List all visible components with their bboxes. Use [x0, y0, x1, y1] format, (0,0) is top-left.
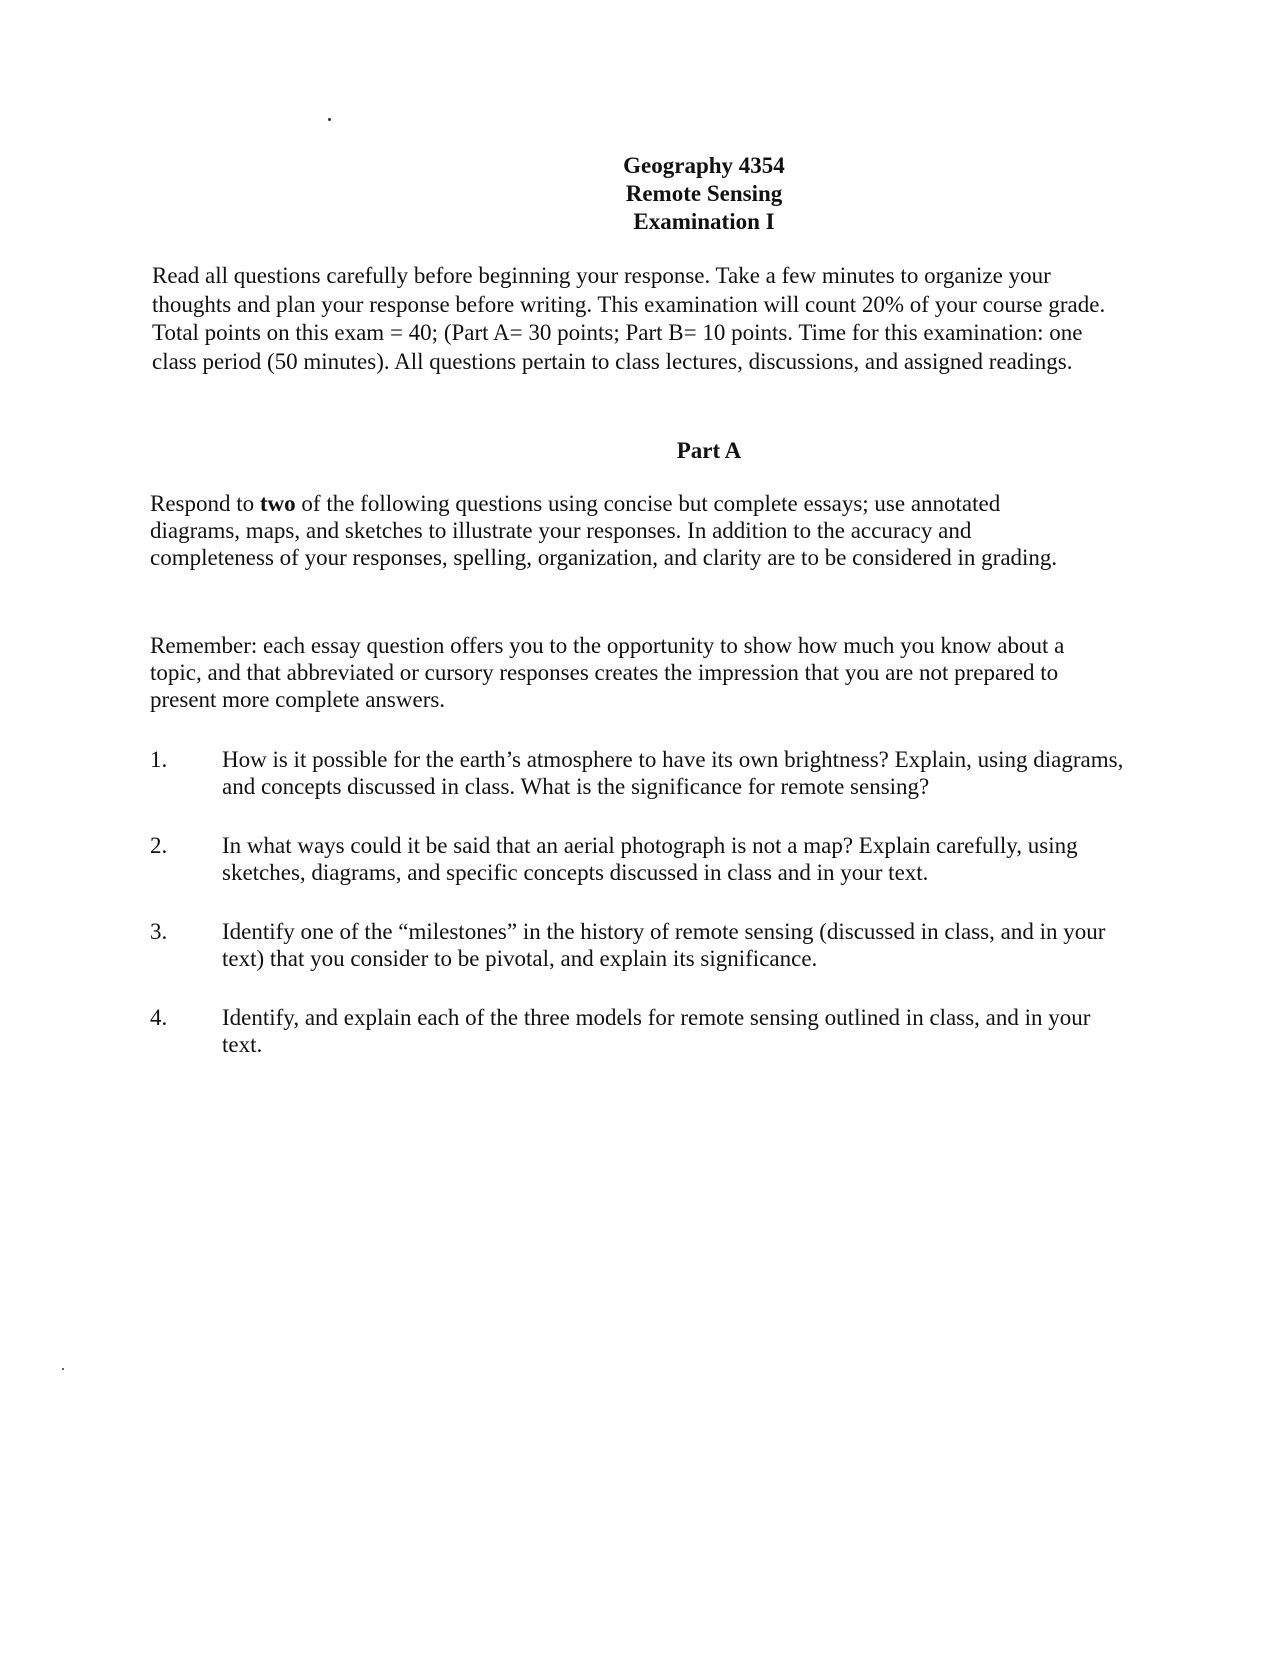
- instructions-after: of the following questions using concise but complete essays; use annotated diagrams, maps, and sketches to illustrate your responses. In addition to the accuracy and completeness of your responses, spelling, organization, and clarity are to be considered in grading.: [150, 491, 1058, 570]
- exam-header: [0, 152, 1280, 236]
- question-item: [150, 832, 1130, 886]
- question-text: How is it possible for the earth’s atmosphere to have its own brightness? Explain, using diagrams, and concepts discussed in class. What is the significance for remote sensing?: [222, 747, 1124, 799]
- scan-speck: [62, 1368, 64, 1370]
- question-text: Identify, and explain each of the three models for remote sensing outlined in class, and in your text.: [222, 1005, 1091, 1057]
- question-number: 1.: [150, 747, 168, 772]
- course-title: Geography 4354: [623, 153, 785, 178]
- question-item: [150, 918, 1130, 972]
- part-a-heading-text: Part A: [676, 438, 742, 463]
- part-a-heading: [0, 438, 1280, 464]
- scan-speck: [328, 118, 331, 121]
- question-list: [150, 746, 1130, 1090]
- question-text: Identify one of the “milestones” in the history of remote sensing (discussed in class, and in your text) that you consider to be pivotal, and explain its significance.: [222, 919, 1106, 971]
- question-item: [150, 1004, 1130, 1058]
- question-text: In what ways could it be said that an aerial photograph is not a map? Explain carefully, using sketches, diagrams, and specific concepts discussed in class and in your text.: [222, 833, 1078, 885]
- question-number: 2.: [150, 833, 168, 858]
- part-a-instructions: [150, 490, 1085, 571]
- intro-paragraph: Read all questions carefully before beginning your response. Take a few minutes to organize your thoughts and plan your response before writing. This examination will count 20% of your course grade. Total points on this exam = 40; (Part A= 30 points; Part B= 10 points. Time for this examination: one class period (50 minutes). All questions pertain to class lectures, discussions, and assigned readings.: [152, 263, 1106, 374]
- subject-title: Remote Sensing: [625, 181, 783, 206]
- reminder-paragraph: Remember: each essay question offers you to the opportunity to show how much you know about a topic, and that abbreviated or cursory responses creates the impression that you are not prepared to present more complete answers.: [150, 633, 1065, 712]
- question-number: 4.: [150, 1005, 168, 1030]
- instructions-before: Respond to: [150, 491, 260, 516]
- question-item: [150, 746, 1130, 800]
- question-number: 3.: [150, 919, 168, 944]
- exam-title: Examination I: [633, 209, 775, 234]
- instructions-emphasis: two: [259, 491, 296, 516]
